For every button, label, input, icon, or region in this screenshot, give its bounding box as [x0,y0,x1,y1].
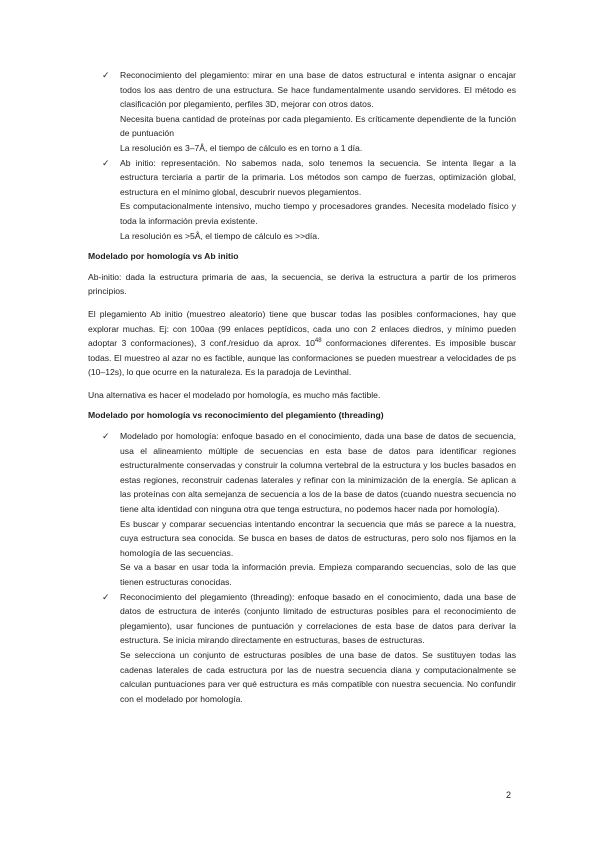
list-item-homology-modeling [88,429,516,590]
list-item-text: Necesita buena cantidad de proteínas por cada plegamiento. Es críticamente dependiente de la función de puntuación [120,113,516,139]
section-heading: Modelado por homología vs reconocimiento del plegamiento (threading) [88,410,384,421]
list-item-text: Se selecciona un conjunto de estructuras posibles de una base de datos. Se sustituyen todas las cadenas laterales de cada estructura por las de nuestra secuencia diana y computacionalmente se calculan puntuaciones para ver qué estructura es más compatible con nuestra secuencia. No confundir con el modelado por homología. [120,649,516,704]
list-item-text: Modelado por homología: enfoque basado en el conocimiento, dada una base de datos de secuencia, usa el alineamiento múltiple de secuencias en esta base de datos para identificar regiones estructuralmente conservadas y construir la columna vertebral de la estructura y los bucles basados en estas regiones, reconstruir cadenas laterales y refinar con la minimización de la energía. Se aplican a las proteínas con alta semejanza de secuencia a los de la base de datos (cuando nuestra secuencia no tiene alta identidad con ninguna otra que tenga estructura, no podemos hacer nada por homología). [120,431,516,515]
paragraph-text: conformaciones diferentes. Es imposible buscar todas. El muestreo al azar no es factible, aunque las conformaciones se pueden muestrear a velocidades de ps (10–12s), lo que ocurre en la naturaleza. Es la paradoja de Levinthal. [88,338,516,378]
paragraph: Una alternativa es hacer el modelado por homología, es mucho más factible. [88,389,381,400]
list-item-text: Reconocimiento del plegamiento (threading): enfoque basado en el conocimiento, dada una base de datos de estructura de interés (conjunto limitado de estructuras posibles para el reconocimiento de plegamiento), usar funciones de puntuación y correlaciones de esta base de datos para derivar la estructura. Se inicia mirando directamente en estructuras, bases de estructuras. [120,591,516,646]
page-content [88,68,516,706]
paragraph [88,307,516,380]
list-item-ab-initio [88,156,516,244]
list-item-text: La resolución es >5Å, el tiempo de cálculo es >>día. [120,230,320,241]
list-item-text: Es computacionalmente intensivo, mucho tiempo y procesadores grandes. Necesita modelado físico y toda la información previa existente. [120,201,516,226]
checkmark-icon: ✓ [102,70,110,80]
exponent: 48 [314,338,322,345]
list-item-text: La resolución es 3–7Å, el tiempo de cálculo es en torno a 1 día. [120,142,363,153]
page-number: 2 [506,790,512,800]
checkmark-icon: ✓ [102,591,110,602]
section-heading: Modelado por homología vs Ab initio [88,251,239,262]
paragraph-text: El plegamiento Ab initio (muestreo aleatorio) tiene que buscar todas las posibles conformaciones, hay que explorar muchas. Ej: con 100aa (99 enlaces peptídicos, cada uno con 2 enlaces diedros, y mínimo pueden adoptar 3 conformaciones), 3 conf./residuo da aprox. 10 [88,308,516,349]
list-item-text: Se va a basar en usar toda la información previa. Empieza comparando secuencias, solo de las que tienen estructuras conocidas. [120,562,516,587]
list-item-text: Es buscar y comparar secuencias intentando encontrar la secuencia que más se parece a la nuestra, cuya estructura sea conocida. Se busca en bases de datos de estructuras, pero solo nos fijamos en la homología de las secuencias. [120,518,516,558]
list-item-fold-recognition [88,68,516,156]
checkmark-icon: ✓ [102,431,110,442]
list-item-text: Ab initio: representación. No sabemos nada, solo tenemos la secuencia. Se intenta llegar a la estructura terciaria a partir de la primaria. Los métodos son campo de fuerzas, optimización global, estructura en el mínimo global, descubrir nuevos plegamientos. [120,157,516,197]
checkmark-icon: ✓ [102,157,110,168]
list-item-threading [88,590,516,707]
list-item-text: Reconocimiento del plegamiento: mirar en una base de datos estructural e intenta asignar o encajar todos los aas dentro de una estructura. Se hace fundamentalmente usando servidores. El método es clasificación por plegamiento, perfiles 3D, mejorar con otros datos. [120,70,516,110]
paragraph: Ab-initio: dada la estructura primaria de aas, la secuencia, se deriva la estructura a partir de los primeros principios. [88,271,516,297]
